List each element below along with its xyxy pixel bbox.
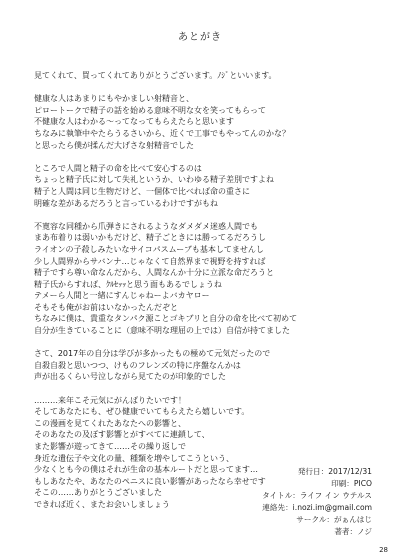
text-line: また影響が遊ってきて……その繰り返しで: [34, 442, 186, 451]
text-line: 自殺自殺と思いつつ、けものフレンズの特に序盤なんかは: [34, 360, 241, 370]
text-line: ちょっと精子氏に対して失礼というか、いわゆる精子差別ですよね: [34, 175, 274, 185]
text-line: 精子ですら尊い命なんだから、人間なんか十分に立派な命だろうと: [34, 268, 274, 278]
text-line: そもそも俺がお前はいなかったんだぞと: [34, 302, 178, 312]
afterword-body: [34, 70, 374, 522]
text-line: できれば近く、またお会いしましょう: [34, 499, 170, 509]
colophon-row: タイトル：ライフ イン ウテルス: [262, 491, 372, 500]
text-line: 健康な人はあまりにもやかましい射精音と、: [34, 94, 194, 104]
text-line: そのあなたの及ぼす影響とがすべてに連鎖して、: [34, 430, 210, 440]
text-line: さて、2017年の自分は学びが多かったもの極めて元気だったので: [34, 349, 271, 359]
paragraph: [34, 348, 374, 383]
text-line: もしあなたや、あなたのペニスに良い影響があったなら幸せです: [34, 476, 266, 486]
colophon-row: 発行日：2017/12/31: [297, 467, 372, 476]
text-line: この漫画を見てくれたあなたへの影響と、: [34, 418, 186, 428]
text-line: 身近な遺伝子や文化の量、種類を増やしてこうという、: [34, 453, 234, 463]
text-line: 声が出るくらい号泣しながら見てたのが印象的でした: [34, 372, 226, 382]
paragraph: [34, 163, 374, 209]
colophon-row: 印刷：PICO: [331, 479, 372, 488]
text-line: 少し人間界からサバンナ…じゃなくて自然界まで視野を持すれば: [34, 256, 266, 266]
text-line: 精子氏からすれば、ｸﾙｾｯｯと思う面もあるでしょうね: [34, 279, 222, 289]
text-line: そしてあなたにも、ぜひ健康でいてもらえたら嬉しいです。: [34, 407, 250, 417]
text-line: ライオンの子殺しみたいなサイコパスムーブも基本してませんし: [34, 244, 264, 254]
text-line: ちなみに僕は、貴重なタンパク源ことゴキブリと自分の命を比べて初めて: [34, 314, 298, 324]
paragraph: [34, 70, 374, 82]
text-line: ところで人間と精子の命を比べて安心するのは: [34, 163, 202, 173]
page-title: あとがき: [178, 32, 222, 43]
colophon-row: サークル：がぁんはじ: [296, 515, 372, 524]
colophon: [0, 466, 372, 538]
text-line: 明確な差があるだろうと言っているわけですがもね: [34, 198, 218, 208]
text-line: ピロートークで精子の話を始める意味不明な女を笑ってもらって: [34, 105, 266, 115]
text-line: ………来年こそ元気にがんばりたいです！: [34, 395, 186, 405]
text-line: まあ布着りは弱いかもだけど、精子ごときには勝ってるだろうし: [34, 233, 266, 243]
text-line: 見てくれて、買ってくれてありがとうございます。ﾉｼﾞといいます。: [34, 71, 277, 80]
colophon-row: 著者：ノジ: [334, 527, 372, 536]
text-line: 精子と人間は同じ生物だけど、一個体で比べれば命の重さに: [34, 186, 250, 196]
text-line: 自分が生きていることに（意味不明な理屈の上では）自信が持てました: [34, 326, 290, 336]
text-line: ちなみに執筆中やたらうるさいから、近くで工事でもやってんのかな？: [34, 128, 290, 138]
paragraph: [34, 221, 374, 337]
paragraph: [34, 93, 374, 151]
colophon-row: 連絡先：i.nozi.im@gmail.com: [262, 503, 372, 512]
page-number: 28: [379, 546, 388, 554]
text-line: 不健康な人はわかる〜ってなってもらえたらと思います: [34, 117, 234, 127]
text-line: テメーら人間と一緒にすんじゃねーよバカヤロー: [34, 291, 210, 301]
text-line: 不寛容な同種から爪弾きにされるようなダメダメ迷惑人間でも: [34, 221, 258, 231]
text-line: 少なくとも今の僕はそれが生命の基本ルートだと思ってます…: [34, 465, 258, 475]
text-line: と思ったら僕が揉んだ大げさな射精音でした: [34, 140, 194, 150]
text-line: そこの……ありがとうございました: [34, 488, 162, 498]
